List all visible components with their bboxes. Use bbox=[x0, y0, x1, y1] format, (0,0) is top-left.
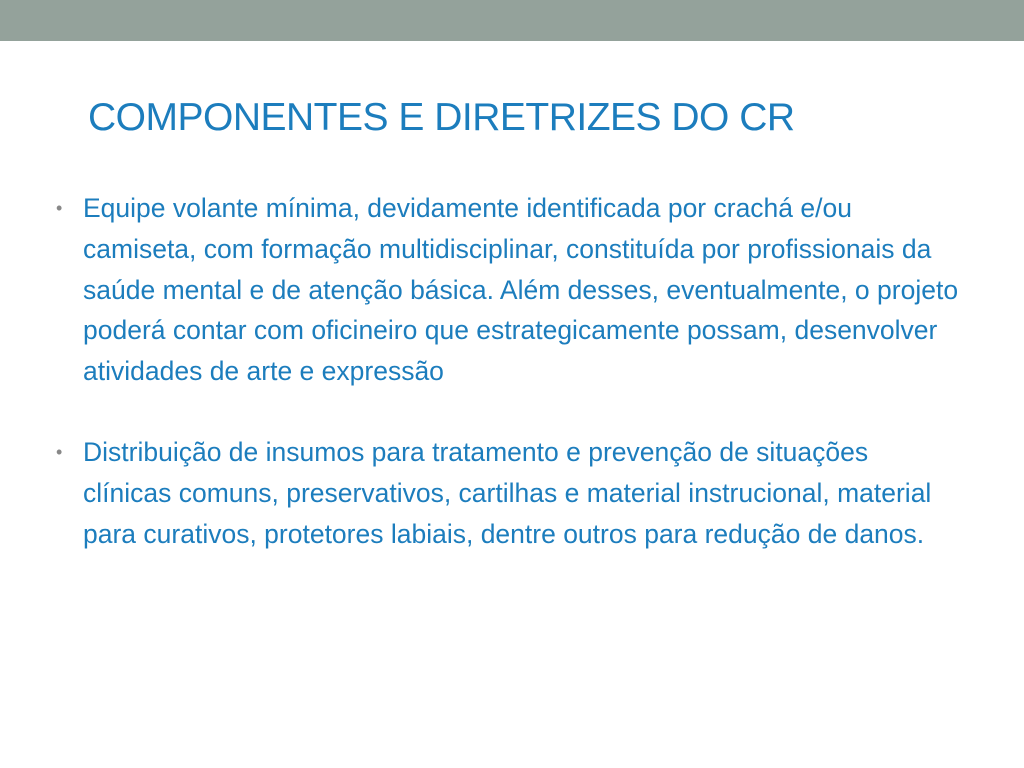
bullet-item-supplies bbox=[56, 432, 961, 554]
bullet-dot-icon: • bbox=[56, 198, 63, 218]
top-accent-bar bbox=[0, 0, 1024, 41]
bullet-list bbox=[56, 188, 961, 554]
slide-title: COMPONENTES E DIRETRIZES DO CR bbox=[88, 96, 795, 139]
bullet-item-team bbox=[56, 188, 961, 392]
bullet-text-supplies: Distribuição de insumos para tratamento e prevenção de situações clínicas comuns, preservativos, cartilhas e material instrucional, material para curativos, protetores labiais, dentre outros para redução de danos. bbox=[83, 436, 932, 549]
bullet-dot-icon: • bbox=[56, 441, 63, 462]
bullet-text-team: Equipe volante mínima, devidamente identificada por crachá e/ou camiseta, com formação multidisciplinar, constituída por profissionais da saúde mental e de atenção básica. Além desses, eventualmente, o projeto poderá contar com oficineiro que estrategicamente possam, desenvolver atividades de arte e expressão bbox=[83, 193, 959, 387]
